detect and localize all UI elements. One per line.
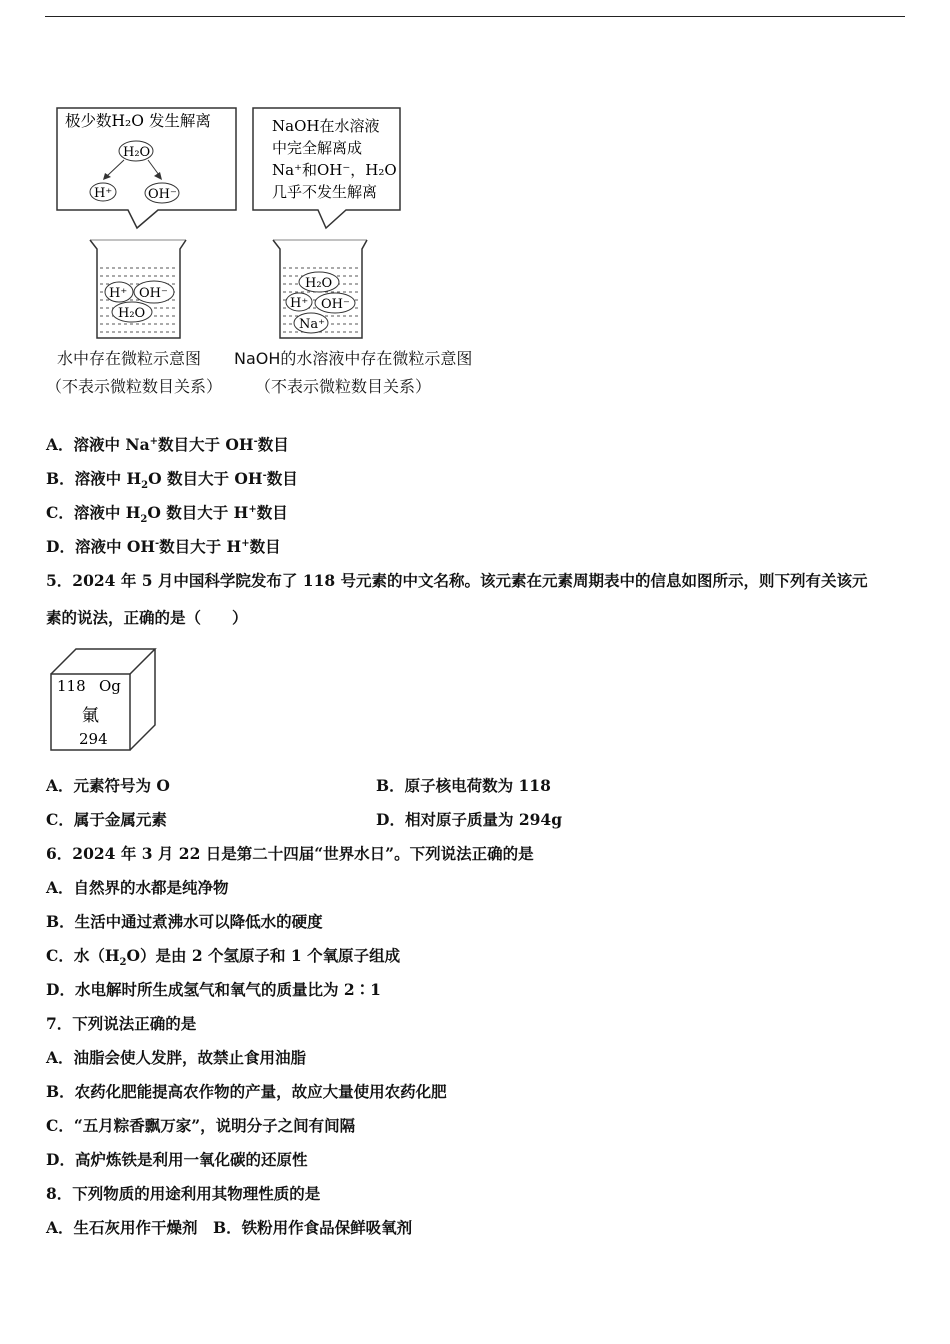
q4-option-a: A．溶液中 Na+数目大于 OH-数目 <box>46 435 289 454</box>
beaker-right-h: H⁺ <box>290 296 309 311</box>
tile-symbol: Og <box>99 677 121 695</box>
q8-stem: 8．下列物质的用途利用其物理性质的是 <box>46 1184 321 1203</box>
bubble-left-node-top: H₂O <box>123 145 151 160</box>
element-tile-figure <box>48 646 160 754</box>
caption-right-note: （不表示微粒数目关系） <box>255 377 432 396</box>
q7-option-b: B．农药化肥能提高农作物的产量，故应大量使用农药化肥 <box>46 1082 447 1101</box>
bubble-left-title: 极少数H₂O 发生解离 <box>65 112 211 130</box>
q4-option-b: B．溶液中 $H_2O$ 数目大于 OH-数目 <box>46 469 298 492</box>
beaker-left-h: H⁺ <box>109 286 128 301</box>
q4-option-d: D．溶液中 OH-数目大于 H+数目 <box>46 537 281 556</box>
caption-right-title: NaOH的水溶液中存在微粒示意图 <box>234 349 473 368</box>
q7-option-a: A．油脂会使人发胖，故禁止食用油脂 <box>46 1048 307 1067</box>
beaker-left-oh: OH⁻ <box>139 286 168 301</box>
q5-stem-line2: 素的说法，正确的是（ ） <box>46 608 248 627</box>
q5-option-b: B．原子核电荷数为 118 <box>376 776 551 795</box>
q7-stem: 7．下列说法正确的是 <box>46 1014 197 1033</box>
bubble-right-line-3: Na⁺和OH⁻，H₂O <box>272 161 397 179</box>
caption-left-title: 水中存在微粒示意图 <box>57 349 202 368</box>
beaker-right-na: Na⁺ <box>299 317 325 332</box>
q7-option-c: C．“五月粽香飘万家”，说明分子之间有间隔 <box>46 1116 356 1135</box>
q6-option-c: C．水$(H_2O)$是由 2 个氢原子和 1 个氧原子组成 <box>46 946 401 969</box>
bubble-right-line-1: NaOH在水溶液 <box>272 117 380 135</box>
beaker-left-h2o: H₂O <box>118 306 146 321</box>
tile-name: 氭 <box>82 706 99 726</box>
bubble-left-node-oh: OH⁻ <box>148 187 177 202</box>
q6-option-a: A．自然界的水都是纯净物 <box>46 878 229 897</box>
q4-option-c: C．溶液中 $H_2O$ 数目大于 H+数目 <box>46 503 288 526</box>
particle-diagram-figure <box>40 100 500 350</box>
q6-stem: 6．2024 年 3 月 22 日是第二十四届“世界水日”。下列说法正确的是 <box>46 844 534 863</box>
q5-option-a: A．元素符号为 O <box>46 776 170 795</box>
bubble-left-node-h: H⁺ <box>94 186 113 201</box>
q6-option-b: B．生活中通过煮沸水可以降低水的硬度 <box>46 912 323 931</box>
caption-left-note: （不表示微粒数目关系） <box>46 377 223 396</box>
header-rule <box>45 16 905 17</box>
q6-option-d: D．水电解时所生成氢气和氧气的质量比为 2∶1 <box>46 980 381 999</box>
q5-option-c: C．属于金属元素 <box>46 810 167 829</box>
beaker-right-h2o: H₂O <box>305 276 333 291</box>
tile-atomic-number: 118 <box>57 677 86 695</box>
bubble-right-line-2: 中完全解离成 <box>272 139 363 157</box>
q5-option-d: D．相对原子质量为 294g <box>376 810 563 829</box>
q7-option-d: D．高炉炼铁是利用一氧化碳的还原性 <box>46 1150 308 1169</box>
beaker-right-oh: OH⁻ <box>321 297 350 312</box>
tile-mass: 294 <box>79 730 108 748</box>
q5-stem-line1: 5．2024 年 5 月中国科学院发布了 118 号元素的中文名称。该元素在元素周期表中的信息如图所示，则下列有关该元 <box>46 571 868 590</box>
bubble-right-line-4: 几乎不发生解离 <box>272 183 378 201</box>
q8-options-ab: A．生石灰用作干燥剂 B．铁粉用作食品保鲜吸氧剂 <box>46 1218 413 1237</box>
